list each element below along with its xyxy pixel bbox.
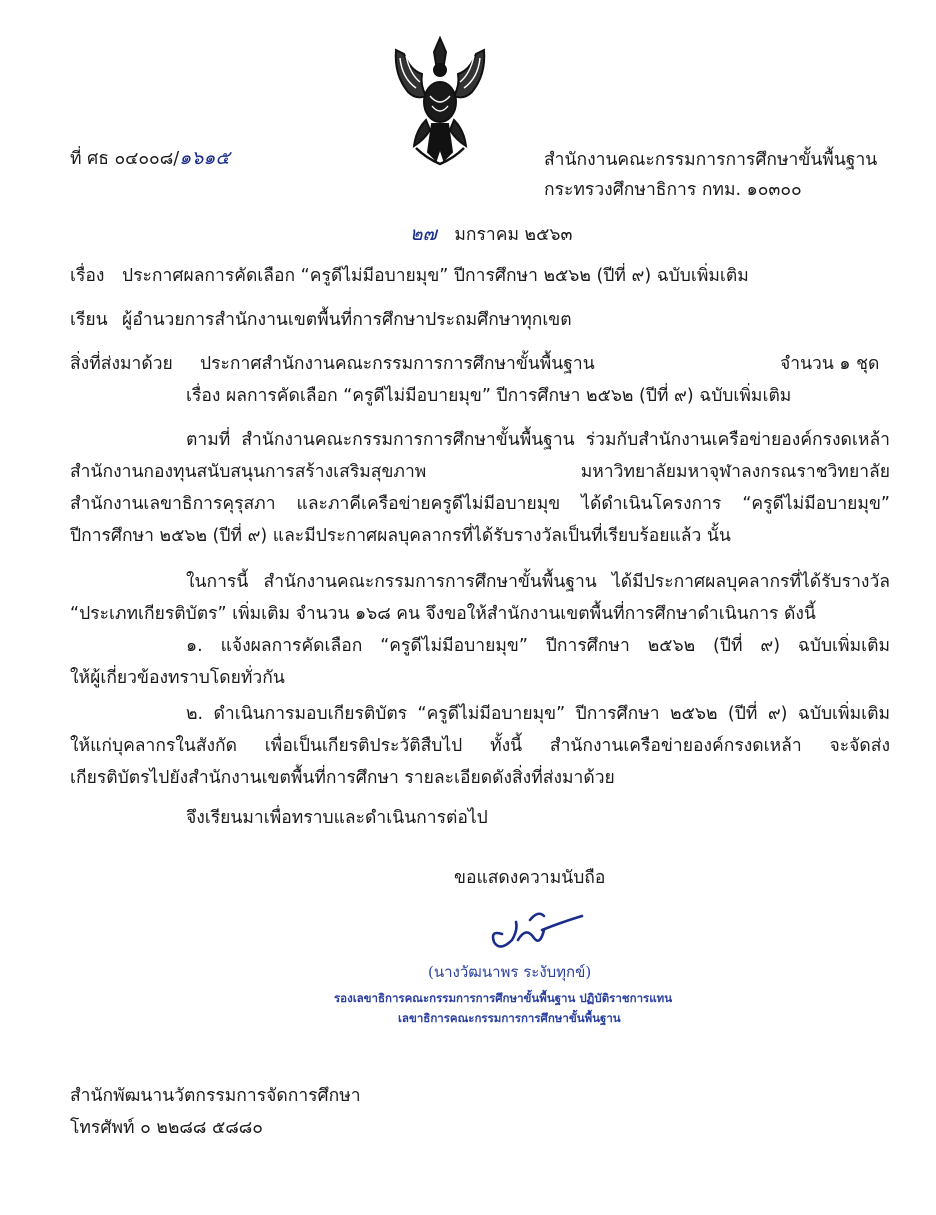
date-month-year: มกราคม ๒๕๖๓ xyxy=(454,225,573,245)
para2-line2: “ประเภทเกียรติบัตร” เพิ่มเติม จำนวน ๑๖๘ คน จึงขอให้สำนักงานเขตพื้นที่การศึกษาดำเนินการ ดังนี้ xyxy=(70,604,816,624)
para1-line3: สำนักงานเลขาธิการคุรุสภา และภาคีเครือข่ายครูดีไม่มีอบายมุข ได้ดำเนินโครงการ “ครูดีไม่มีอบายมุข” xyxy=(70,494,890,514)
recipient-text: ผู้อำนวยการสำนักงานเขตพื้นที่การศึกษาประถมศึกษาทุกเขต xyxy=(122,310,572,330)
signatory-name: (นางวัฒนาพร ระงับทุกข์) xyxy=(428,963,592,981)
reference-handwritten-number: ๑๖๑๕ xyxy=(179,147,230,169)
enclosure-label: สิ่งที่ส่งมาด้วย xyxy=(70,354,173,374)
closing-line: จึงเรียนมาเพื่อทราบและดำเนินการต่อไป xyxy=(186,808,488,828)
letter-date xyxy=(410,222,572,247)
footer-phone: โทรศัพท์ ๐ ๒๒๘๘ ๕๘๘๐ xyxy=(70,1118,263,1138)
para1-line1: ตามที่ สำนักงานคณะกรรมการการศึกษาขั้นพื้นฐาน ร่วมกับสำนักงานเครือข่ายองค์กรงดเหล้า xyxy=(186,430,890,450)
office-address: กระทรวงศึกษาธิการ กทม. ๑๐๓๐๐ xyxy=(544,180,802,200)
para2-line1: ในการนี้ สำนักงานคณะกรรมการการศึกษาขั้นพื้นฐาน ได้มีประกาศผลบุคลากรที่ได้รับรางวัล xyxy=(186,572,890,592)
item1-line1: ๑. แจ้งผลการคัดเลือก “ครูดีไม่มีอบายมุข” ปีการศึกษา ๒๕๖๒ (ปีที่ ๙) ฉบับเพิ่มเติม xyxy=(186,636,890,656)
office-name: สำนักงานคณะกรรมการการศึกษาขั้นพื้นฐาน xyxy=(544,150,878,170)
subject-label: เรื่อง xyxy=(70,266,105,286)
signatory-position-line1: รองเลขาธิการคณะกรรมการการศึกษาขั้นพื้นฐาน ปฏิบัติราชการแทน xyxy=(334,991,673,1005)
para1-line2: สำนักงานกองทุนสนับสนุนการสร้างเสริมสุขภาพ มหาวิทยาลัยมหาจุฬาลงกรณราชวิทยาลัย xyxy=(70,462,890,482)
footer-department: สำนักพัฒนานวัตกรรมการจัดการศึกษา xyxy=(70,1086,361,1106)
enclosure-quantity: จำนวน ๑ ชุด xyxy=(780,354,880,374)
subject-text: ประกาศผลการคัดเลือก “ครูดีไม่มีอบายมุข” ปีการศึกษา ๒๕๖๒ (ปีที่ ๙) ฉบับเพิ่มเติม xyxy=(122,266,749,286)
date-day-handwritten: ๒๗ xyxy=(410,223,437,245)
enclosure-line2: เรื่อง ผลการคัดเลือก “ครูดีไม่มีอบายมุข” ปีการศึกษา ๒๕๖๒ (ปีที่ ๙) ฉบับเพิ่มเติม xyxy=(186,386,792,406)
item2-line1: ๒. ดำเนินการมอบเกียรติบัตร “ครูดีไม่มีอบายมุข” ปีการศึกษา ๒๕๖๒ (ปีที่ ๙) ฉบับเพิ่มเติม xyxy=(186,704,890,724)
para1-line4: ปีการศึกษา ๒๕๖๒ (ปีที่ ๙) และมีประกาศผลบุคลากรที่ได้รับรางวัลเป็นที่เรียบร้อยแล้ว นั้น xyxy=(70,526,731,546)
handwritten-signature-icon xyxy=(482,900,594,956)
reference-prefix: ที่ ศธ ๐๔๐๐๘/ xyxy=(70,149,180,169)
enclosure-line1: ประกาศสำนักงานคณะกรรมการการศึกษาขั้นพื้นฐาน xyxy=(200,354,595,374)
item2-line2: ให้แก่บุคลากรในสังกัด เพื่อเป็นเกียรติประวัติสืบไป ทั้งนี้ สำนักงานเครือข่ายองค์กรงดเหล้า จะจัดส่ง xyxy=(70,736,890,756)
item1-line2: ให้ผู้เกี่ยวข้องทราบโดยทั่วกัน xyxy=(70,668,285,688)
recipient-label: เรียน xyxy=(70,310,108,330)
garuda-emblem-icon xyxy=(386,30,494,170)
signatory-position-line2: เลขาธิการคณะกรรมการการศึกษาขั้นพื้นฐาน xyxy=(398,1011,621,1025)
reference-number xyxy=(70,146,230,171)
salutation: ขอแสดงความนับถือ xyxy=(454,868,606,888)
item2-line3: เกียรติบัตรไปยังสำนักงานเขตพื้นที่การศึกษา รายละเอียดดังสิ่งที่ส่งมาด้วย xyxy=(70,768,615,788)
